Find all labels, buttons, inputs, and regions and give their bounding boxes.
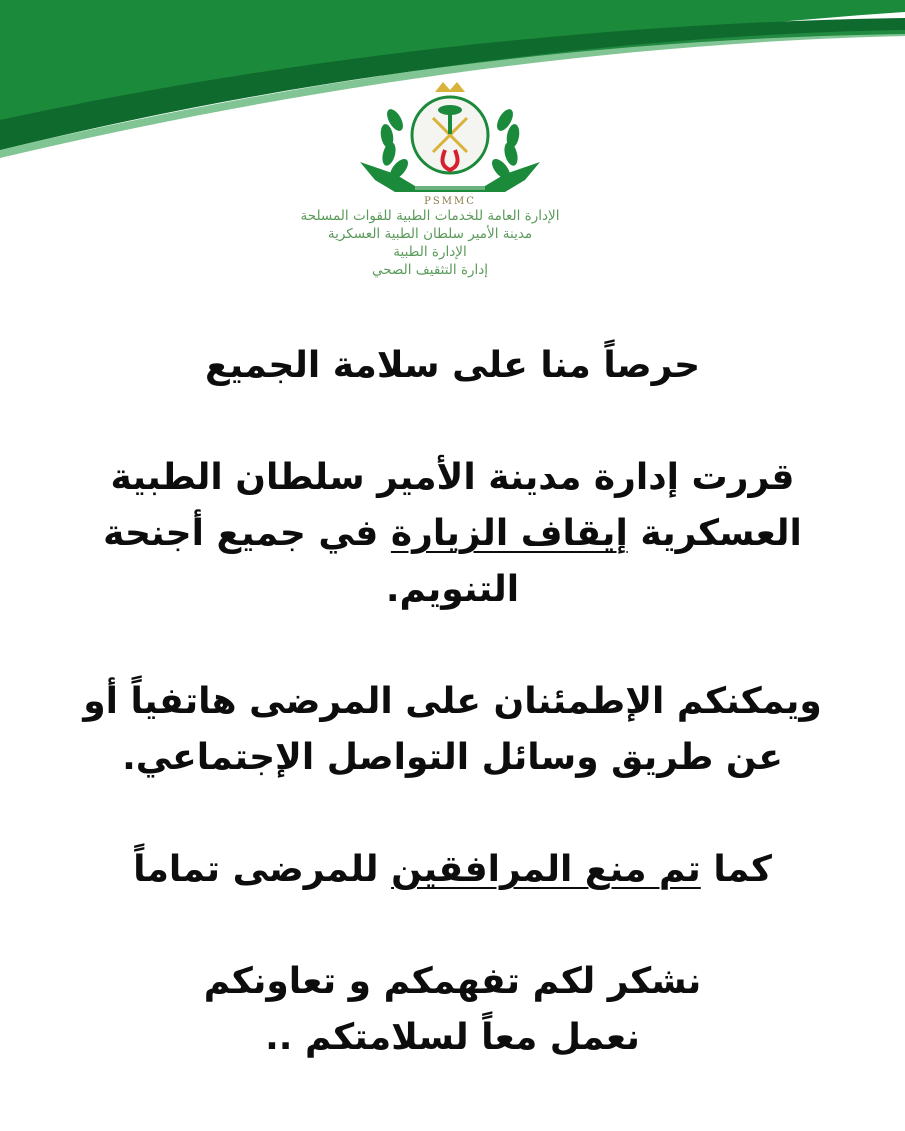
visits-suspended-text: إيقاف الزيارة: [390, 513, 628, 554]
psmmc-logo: [355, 70, 545, 205]
para3-start: كما: [700, 849, 772, 890]
para3-line: [20, 842, 885, 898]
para1-line3: التنويم.: [385, 569, 520, 610]
para1-line2-start: العسكرية: [627, 513, 802, 554]
org-line: الإدارة الطبية: [393, 244, 467, 260]
para1-line2-end: في جميع أجنحة: [103, 513, 391, 554]
closing-line1: نشكر لكم تفهمكم و تعاونكم: [203, 961, 702, 1002]
org-line: الإدارة العامة للخدمات الطبية للقوات المسلحة: [300, 208, 560, 224]
para1-line2: [20, 506, 885, 562]
companions-banned-text: تم منع المرافقين: [391, 849, 701, 890]
organization-lines: [200, 207, 660, 279]
notice-body: [20, 338, 885, 1066]
logo-abbr: PSMMC: [424, 196, 476, 205]
para1-line1: قررت إدارة مدينة الأمير سلطان الطبية: [110, 457, 795, 498]
closing-line2: نعمل معاً لسلامتكم ..: [265, 1017, 640, 1058]
para2-line1: ويمكنكم الإطمئنان على المرضى هاتفياً أو: [83, 681, 822, 722]
para2-line2: عن طريق وسائل التواصل الإجتماعي.: [122, 737, 783, 778]
para3-end: للمرضى تماماً: [133, 849, 392, 890]
org-line: إدارة التثقيف الصحي: [371, 262, 489, 278]
notice-title: حرصاً منا على سلامة الجميع: [204, 345, 701, 386]
org-line: مدينة الأمير سلطان الطبية العسكرية: [327, 226, 533, 242]
